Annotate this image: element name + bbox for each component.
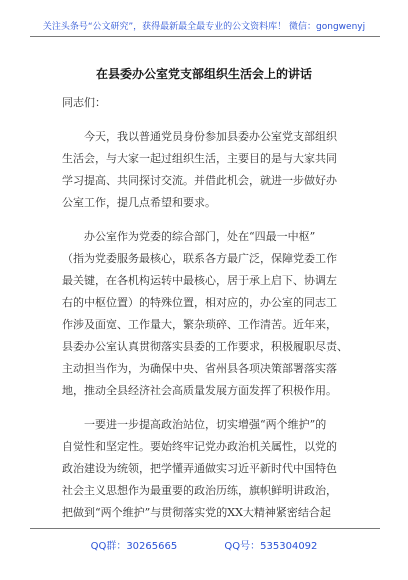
text-line: 把做到“两个维护”与贯彻落实党的XX大精神紧密结合起	[62, 506, 331, 519]
text-line: 办公室作为党委的综合部门，处在“四最一中枢”	[84, 230, 316, 243]
text-line: 生活会，与大家一起过组织生活，主要目的是与大家共同	[62, 152, 337, 165]
text-line: 政治建设为统领，把学懂弄通做实习近平新时代中国特色	[62, 462, 337, 475]
footer-qq-number: QQ号：535304092	[224, 541, 318, 552]
text-line: 社会主义思想作为最重要的政治历练，旗帜鲜明讲政治，	[62, 484, 337, 497]
text-line: 右的中枢位置）的特殊位置，相对应的，办公室的同志工	[62, 296, 337, 309]
salutation-paragraph	[62, 92, 357, 114]
text-line: 最关键，在各机构运转中最核心，居于承上启下、协调左	[62, 274, 337, 287]
text-line: 公室工作，提几点希望和要求。	[62, 196, 216, 209]
text-line: 同志们：	[62, 96, 106, 109]
text-line: 地，推动全县经济社会高质量发展方面发挥了积极作用。	[62, 384, 337, 397]
text-line: 一要进一步提高政治站位，切实增强“两个维护”的	[84, 418, 327, 431]
body-paragraph-3	[62, 414, 357, 524]
text-line: 今天，我以普通党员身份参加县委办公室党支部组织	[84, 130, 337, 143]
footer-qq-group: QQ群：30265665	[90, 541, 178, 552]
text-line: 学习提高、共同探讨交流。并借此机会，就进一步做好办	[62, 174, 337, 187]
body-paragraph-2	[62, 226, 357, 402]
text-line: 作涉及面宽、工作量大，繁杂琐碎、工作清苦。近年来，	[62, 318, 337, 331]
header-promo-text: 关注头条号“公文研究”，获得最新最全最专业的公文资料库！ 微信：gongwenyj	[42, 22, 366, 32]
page-title: 在县委办公室党支部组织生活会上的讲话	[95, 67, 312, 81]
document-body	[62, 92, 357, 536]
footer-divider	[30, 528, 380, 529]
body-paragraph-1	[62, 126, 357, 214]
text-line: 主动担当作为，为确保中央、省州县各项决策部署落实落	[62, 362, 337, 375]
text-line: 自觉性和坚定性。要始终牢记党办政治机关属性，以党的	[62, 440, 337, 453]
text-line: （指为党委服务最核心，联系各方最广泛，保障党委工作	[62, 252, 337, 265]
text-line: 县委办公室认真贯彻落实县委的工作要求，积极履职尽责、	[62, 340, 348, 353]
footer-contact	[0, 537, 408, 552]
header-divider	[30, 36, 380, 37]
